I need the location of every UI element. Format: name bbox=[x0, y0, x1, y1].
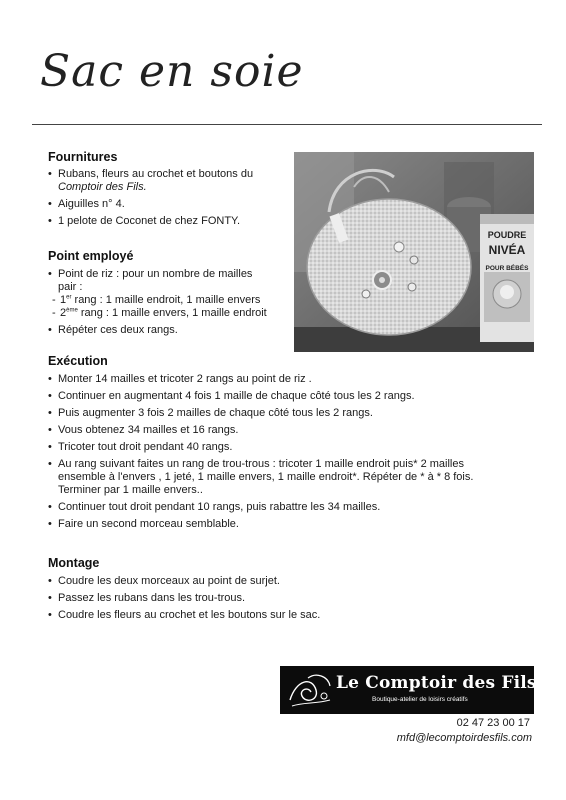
list-item-text: Aiguilles n° 4. bbox=[58, 198, 125, 210]
tin-label-line3: POUR BÉBÉS bbox=[485, 265, 529, 272]
logo-name: Le Comptoir des Fils bbox=[336, 673, 537, 693]
title-divider bbox=[32, 124, 542, 125]
list-item-text: Rubans, fleurs au crochet et boutons du bbox=[58, 168, 254, 180]
section-heading-montage: Montage bbox=[48, 556, 100, 570]
list-item bbox=[48, 592, 528, 605]
section-heading-point: Point employé bbox=[48, 249, 134, 263]
list-item-text: Monter 14 mailles et tricoter 2 rangs au point de riz . bbox=[58, 373, 312, 385]
list-item-text: Vous obtenez 34 mailles et 16 rangs. bbox=[58, 424, 239, 436]
list-item-text: rang : 1 maille envers, 1 maille endroit bbox=[77, 307, 267, 319]
phone-number: 02 47 23 00 17 bbox=[456, 717, 530, 729]
list-item-text: ensemble à l'envers , 1 jeté, 1 maille envers, 1 maille endroit*. Répéter de * à * 8 fois. bbox=[58, 471, 474, 483]
list-item-text: Comptoir des Fils. bbox=[58, 181, 147, 193]
list-subitem bbox=[48, 294, 292, 307]
list-item bbox=[48, 518, 528, 531]
list-item bbox=[48, 373, 528, 386]
page-title: Sac en soie bbox=[40, 46, 304, 97]
rang-number: 1 bbox=[60, 294, 67, 306]
email-address[interactable]: mfd@lecomptoirdesfils.com bbox=[396, 732, 532, 744]
flourish-icon bbox=[286, 670, 334, 710]
shop-logo bbox=[280, 666, 537, 714]
list-item-text: Continuer en augmentant 4 fois 1 maille de chaque côté tous les 2 rangs. bbox=[58, 390, 415, 402]
list-item-text: Passez les rubans dans les trou-trous. bbox=[58, 592, 246, 604]
list-item-text: Faire un second morceau semblable. bbox=[58, 518, 239, 530]
list-item bbox=[48, 458, 528, 497]
rang-number: 2 bbox=[60, 307, 67, 319]
list-item bbox=[48, 501, 528, 514]
fournitures-list bbox=[48, 168, 288, 232]
list-item bbox=[48, 424, 528, 437]
rang-ordinal: ème bbox=[66, 307, 78, 314]
section-heading-fournitures: Fournitures bbox=[48, 150, 118, 164]
list-item bbox=[48, 390, 528, 403]
list-item bbox=[48, 215, 288, 228]
list-item-text: pair : bbox=[58, 281, 83, 293]
list-item bbox=[48, 575, 528, 588]
list-item bbox=[48, 198, 288, 211]
list-item-text: Point de riz : pour un nombre de mailles bbox=[58, 268, 253, 280]
list-item-text: Tricoter tout droit pendant 40 rangs. bbox=[58, 441, 233, 453]
tin-label-line2: NIVÉA bbox=[488, 243, 526, 257]
point-list bbox=[48, 268, 292, 341]
list-item-text: Coudre les fleurs au crochet et les boutons sur le sac. bbox=[58, 609, 321, 621]
list-item-text: Continuer tout droit pendant 10 rangs, puis rabattre les 34 mailles. bbox=[58, 501, 381, 513]
montage-list bbox=[48, 575, 528, 626]
list-item-text: Puis augmenter 3 fois 2 mailles de chaque côté tous les 2 rangs. bbox=[58, 407, 373, 419]
list-item-text: Terminer par 1 maille envers.. bbox=[58, 484, 203, 496]
list-item-text: rang : 1 maille endroit, 1 maille envers bbox=[71, 294, 261, 306]
photo-illustration bbox=[294, 152, 534, 352]
list-item bbox=[48, 268, 292, 294]
product-photo bbox=[294, 152, 534, 352]
logo-tagline: Boutique-atelier de loisirs créatifs bbox=[372, 696, 468, 703]
execution-list bbox=[48, 373, 528, 535]
list-item bbox=[48, 407, 528, 420]
rang-ordinal: er bbox=[66, 294, 72, 301]
list-item-text: Coudre les deux morceaux au point de surjet. bbox=[58, 575, 280, 587]
list-item bbox=[48, 441, 528, 454]
list-subitem bbox=[48, 307, 292, 320]
list-item bbox=[48, 168, 288, 194]
list-item bbox=[48, 609, 528, 622]
list-item-text: Au rang suivant faites un rang de trou-trous : tricoter 1 maille endroit puis* 2 mailles bbox=[58, 458, 464, 470]
list-item bbox=[48, 324, 292, 337]
section-heading-execution: Exécution bbox=[48, 354, 108, 368]
tin-label-line1: POUDRE bbox=[487, 230, 527, 240]
list-item-text: Répéter ces deux rangs. bbox=[58, 324, 178, 336]
list-item-text: 1 pelote de Coconet de chez FONTY. bbox=[58, 215, 241, 227]
